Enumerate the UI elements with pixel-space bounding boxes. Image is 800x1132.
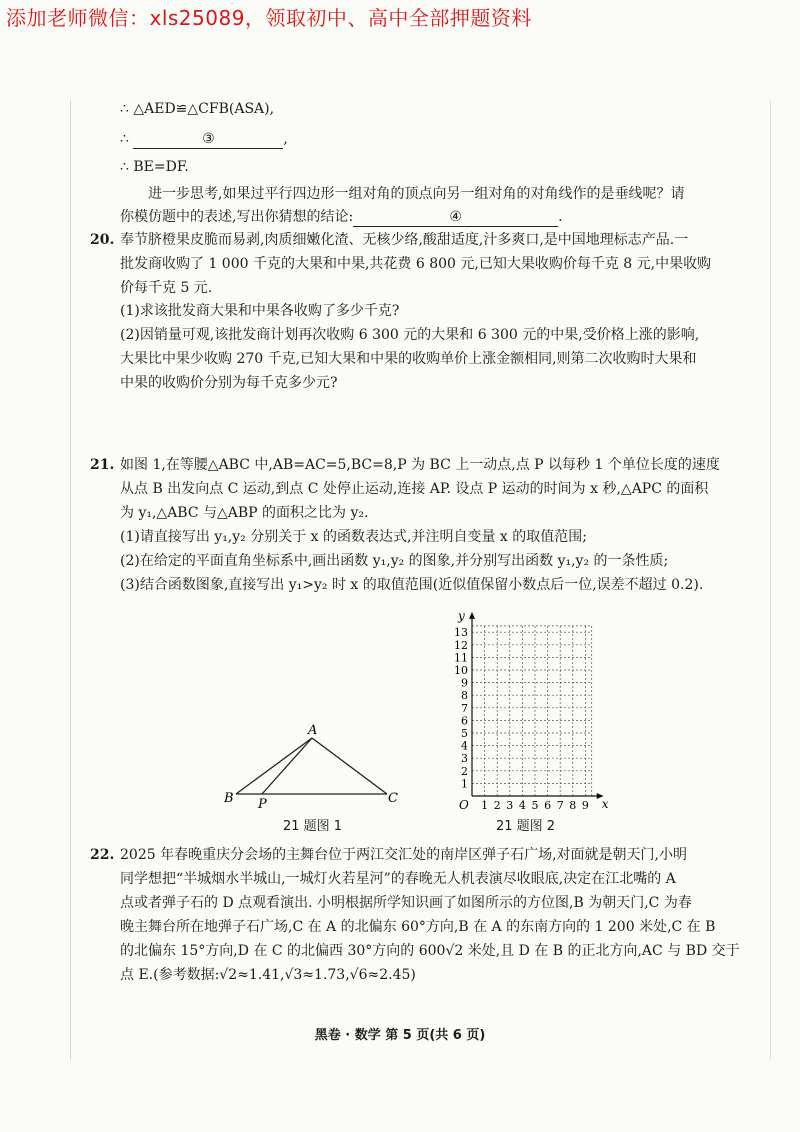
q21-part-2: (2)在给定的平面直角坐标系中,画出函数 y₁,y₂ 的图象,并分别写出函数 y₁,y₂ 的一条性质; bbox=[120, 553, 669, 569]
q22-line-4: 晚主舞台所在地弹子石广场,C 在 A 的北偏东 60°方向,B 在 A 的东南方向的 1 200 米处,C 在 B bbox=[120, 919, 716, 935]
y-tick-label: 10 bbox=[454, 664, 468, 677]
y-tick-label: 1 bbox=[461, 777, 468, 791]
q19-line-4: 进一步思考,如果过平行四边形一组对角的顶点向另一组对角的对角线作的是垂线呢？请 bbox=[148, 186, 685, 202]
figure-2-coordinate-grid bbox=[450, 598, 610, 818]
x-tick-label: 2 bbox=[493, 799, 501, 812]
y-tick-label: 9 bbox=[461, 676, 468, 690]
q21-line-2: 从点 B 出发向点 C 运动,到点 C 处停止运动,连接 AP. 设点 P 运动的时间为 x 秒,△APC 的面积 bbox=[120, 481, 709, 497]
x-tick-label: 9 bbox=[581, 799, 589, 812]
figure-1-triangle bbox=[222, 720, 412, 810]
q21-line-1: 如图 1,在等腰△ABC 中,AB=AC=5,BC=8,P 为 BC 上一动点,点 P 以每秒 1 个单位长度的速度 bbox=[120, 457, 720, 473]
q20-part-1: (1)求该批发商大果和中果各收购了多少千克? bbox=[120, 303, 400, 319]
y-tick-label: 12 bbox=[454, 638, 468, 652]
q20-line-3: 价每千克 5 元. bbox=[120, 280, 213, 296]
x-tick-label: 7 bbox=[556, 799, 564, 812]
y-tick-label: 7 bbox=[461, 701, 468, 715]
y-tick-label: 3 bbox=[461, 752, 468, 766]
y-tick-label: 13 bbox=[454, 626, 468, 640]
y-tick-label: 6 bbox=[461, 714, 468, 728]
segment-ab bbox=[236, 738, 312, 794]
q20-number: 20. bbox=[90, 232, 115, 248]
x-tick-label: 3 bbox=[506, 799, 514, 812]
q20-part-2-line-2: 大果比中果少收购 270 千克,已知大果和中果的收购单价上涨金额相同,则第二次收购时大果和 bbox=[120, 351, 697, 367]
segment-ac bbox=[312, 738, 387, 794]
x-tick-label: 8 bbox=[569, 799, 577, 812]
label-a: A bbox=[308, 723, 318, 738]
figure-1-caption: 21 题图 1 bbox=[283, 819, 343, 834]
q19-comma: , bbox=[283, 131, 288, 147]
y-tick-label: 11 bbox=[454, 651, 468, 665]
q22-line-3: 点或者弹子石的 D 点观看演出. 小明根据所学知识画了如图所示的方位图,B 为朝天门,C 为春 bbox=[120, 895, 692, 911]
watermark-banner: 添加老师微信：xls25089，领取初中、高中全部押题资料 bbox=[6, 6, 532, 30]
q20-part-2-line-1: (2)因销量可观,该批发商计划再次收购 6 300 元的大果和 6 300 元的中果,受价格上涨的影响, bbox=[120, 327, 700, 343]
x-tick-label: 5 bbox=[531, 799, 539, 812]
y-tick-label: 8 bbox=[461, 689, 468, 703]
q22-line-5: 的北偏东 15°方向,D 在 C 的北偏西 30°方向的 600√2 米处,且 D 在 B 的正北方向,AC 与 BD 交于 bbox=[120, 943, 740, 959]
q22-number: 22. bbox=[90, 847, 115, 863]
label-p: P bbox=[258, 797, 267, 810]
q21-part-3: (3)结合函数图象,直接写出 y₁>y₂ 时 x 的取值范围(近似值保留小数点后一位,误差不超过 0.2). bbox=[120, 577, 704, 593]
q22-line-6: 点 E.(参考数据:√2≈1.41,√3≈1.73,√6≈2.45) bbox=[120, 967, 416, 983]
q21-part-1: (1)请直接写出 y₁,y₂ 分别关于 x 的函数表达式,并注明自变量 x 的取值范围; bbox=[120, 529, 587, 545]
q21-number: 21. bbox=[90, 457, 115, 473]
left-margin-rule bbox=[70, 100, 71, 1060]
y-axis-arrow bbox=[469, 612, 475, 619]
page-footer: 黑卷 · 数学 第 5 页(共 6 页) bbox=[314, 1028, 486, 1043]
q19-period: . bbox=[558, 209, 563, 225]
y-tick-label: 5 bbox=[461, 727, 468, 740]
q21-line-3: 为 y₁,△ABC 与△ABP 的面积之比为 y₂. bbox=[120, 505, 369, 521]
q19-therefore: ∴ bbox=[120, 131, 129, 147]
y-axis-label: y bbox=[458, 608, 465, 623]
q22-line-2: 同学想把“半城烟水半城山,一城灯火若星河”的春晚无人机表演尽收眼底,决定在江北嘴的 A bbox=[120, 871, 676, 887]
x-tick-label: 1 bbox=[481, 799, 489, 812]
right-margin-rule bbox=[770, 100, 771, 1060]
blank-4: ④ bbox=[353, 208, 558, 227]
blank-3: ③ bbox=[133, 130, 283, 149]
x-tick-label: 4 bbox=[518, 799, 526, 812]
q20-part-2-line-3: 中果的收购价分别为每千克多少元? bbox=[120, 375, 338, 391]
y-tick-label: 2 bbox=[461, 764, 468, 778]
q22-line-1: 2025 年春晚重庆分会场的主舞台位于两江交汇处的南岸区弹子石广场,对面就是朝天门,小明 bbox=[120, 847, 687, 863]
q20-line-1: 奉节脐橙果皮脆而易剥,肉质细嫩化渣、无核少络,酸甜适度,汁多爽口,是中国地理标志产品.一 bbox=[120, 232, 689, 248]
q20-line-2: 批发商收购了 1 000 千克的大果和中果,共花费 6 800 元,已知大果收购价每千克 8 元,中果收购 bbox=[120, 256, 712, 272]
q19-line-2 bbox=[120, 128, 288, 150]
x-axis-label: x bbox=[601, 797, 609, 811]
q19-line-3: ∴ BE=DF. bbox=[120, 159, 189, 175]
origin-label: O bbox=[459, 798, 469, 812]
segment-ap bbox=[262, 738, 312, 794]
q19-line-1: ∴ △AED≌△CFB(ASA), bbox=[120, 101, 275, 117]
q19-line-5 bbox=[120, 206, 563, 228]
q19-line-5-text: 你模仿题中的表述,写出你猜想的结论: bbox=[120, 209, 354, 225]
x-tick-label: 6 bbox=[544, 799, 552, 812]
label-c: C bbox=[388, 791, 398, 806]
y-tick-label: 4 bbox=[461, 739, 468, 753]
figure-2-caption: 21 题图 2 bbox=[496, 819, 556, 834]
label-b: B bbox=[224, 791, 234, 806]
